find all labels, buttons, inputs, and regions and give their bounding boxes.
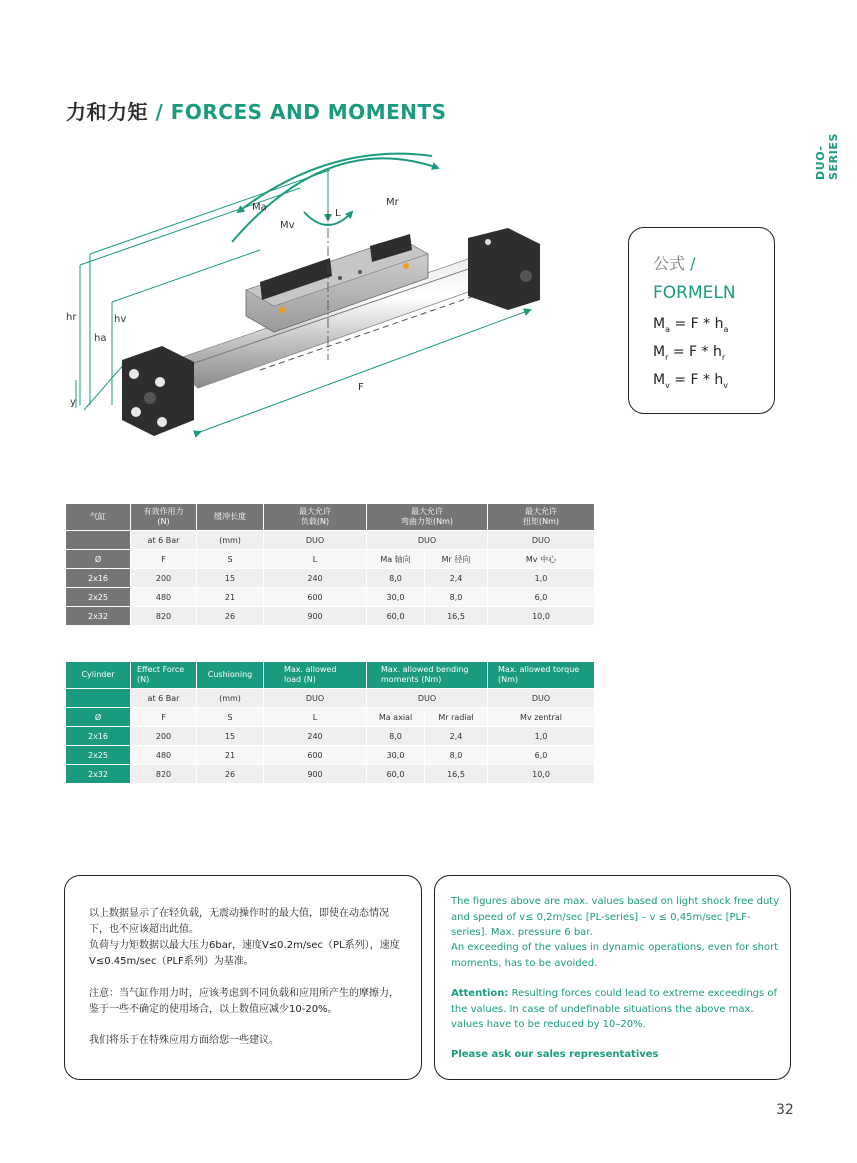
table-cell: 16,5 — [425, 765, 488, 784]
row-header-cell: Ø — [66, 550, 131, 569]
label-y: y — [70, 397, 76, 408]
table-cell: 10,0 — [488, 765, 595, 784]
note-box-en — [434, 875, 791, 1080]
header-cell: Cylinder — [66, 662, 131, 689]
spec-table-en — [66, 662, 595, 784]
table-cell: L — [264, 550, 367, 569]
note-zh-p4: 我们将乐于在特殊应用方面给您一些建议。 — [89, 1035, 279, 1046]
table-row — [66, 607, 595, 626]
row-header-cell — [66, 689, 131, 708]
formula-title-zh-line — [653, 251, 696, 274]
table-cell: 900 — [264, 765, 367, 784]
table-cell: 8,0 — [425, 746, 488, 765]
table-header-row — [66, 662, 595, 689]
table-cell: 600 — [264, 746, 367, 765]
table-cell: Mv 中心 — [488, 550, 595, 569]
table-cell: 21 — [197, 588, 264, 607]
table-cell: 820 — [131, 765, 197, 784]
table-cell: DUO — [264, 531, 367, 550]
duo-cylinder-diagram — [60, 150, 580, 450]
formula-rhs-sub: r — [721, 352, 726, 362]
note-en-p2: An exceeding of the values in dynamic operations, even for short moments, has to be avoided. — [451, 942, 779, 969]
formula-lhs-sub: a — [665, 324, 670, 334]
formula-lhs-sub: v — [665, 380, 670, 390]
page-title-en: / FORCES AND MOMENTS — [148, 100, 447, 124]
formula-title-zh: 公式 — [653, 254, 686, 273]
table-cell: 60,0 — [367, 765, 425, 784]
spec-table-zh — [66, 504, 595, 626]
page-title-zh: 力和力矩 — [66, 100, 148, 124]
header-cell: Cushioning — [197, 662, 264, 689]
row-header-cell: 2x16 — [66, 727, 131, 746]
table-cell: F — [131, 708, 197, 727]
note-en-p3 — [451, 986, 781, 1033]
table-cell: Mr 径向 — [425, 550, 488, 569]
table-cell: 30,0 — [367, 588, 425, 607]
formula-lhs-sub: r — [665, 352, 669, 362]
table-row — [66, 588, 595, 607]
table-cell: DUO — [367, 689, 488, 708]
table-cell: 8,0 — [425, 588, 488, 607]
table-cell: 6,0 — [488, 746, 595, 765]
table-cell: 480 — [131, 588, 197, 607]
units-row — [66, 689, 595, 708]
label-f: F — [358, 382, 364, 393]
table-cell: (mm) — [197, 531, 264, 550]
table-cell: 200 — [131, 727, 197, 746]
table-cell: 240 — [264, 569, 367, 588]
table-cell: 30,0 — [367, 746, 425, 765]
table-row — [66, 765, 595, 784]
table-cell: 1,0 — [488, 569, 595, 588]
label-hv: hv — [114, 314, 127, 325]
formula-line-mr — [653, 344, 725, 362]
table-cell: Ma axial — [367, 708, 425, 727]
note-en-p4 — [451, 1047, 781, 1063]
formula-title-en: FORMELN — [653, 283, 736, 303]
table-cell: 820 — [131, 607, 197, 626]
label-mv: Mv — [280, 220, 295, 231]
page-title — [66, 96, 447, 125]
label-ha: ha — [94, 333, 107, 344]
table-cell: at 6 Bar — [131, 531, 197, 550]
table-header-row — [66, 504, 595, 531]
table-cell: F — [131, 550, 197, 569]
units-row — [66, 531, 595, 550]
header-cell: Max. allowed load (N) — [264, 662, 367, 689]
row-header-cell: 2x16 — [66, 569, 131, 588]
page-number: 32 — [776, 1102, 794, 1118]
note-zh-p1: 以上数据显示了在轻负载，无震动操作时的最大值，即使在动态情况下，也不应该超出此值。 — [89, 908, 389, 935]
table-cell: Mv zentral — [488, 708, 595, 727]
table-cell: DUO — [488, 689, 595, 708]
table-cell: 600 — [264, 588, 367, 607]
table-cell: DUO — [488, 531, 595, 550]
label-ma: Ma — [252, 202, 267, 213]
table-cell: S — [197, 550, 264, 569]
note-en-p1: The figures above are max. values based on light shock free duty and speed of v≤ 0,2m/sec [PL-series] – v ≤ 0,45m/sec [PLF-series]. Max. pressure 6 bar. — [451, 896, 780, 938]
formula-mid: = F * h — [668, 344, 722, 360]
table-cell: 8,0 — [367, 569, 425, 588]
note-box-zh — [64, 875, 422, 1080]
formula-title-slash: / — [685, 254, 696, 273]
table-cell: 60,0 — [367, 607, 425, 626]
table-cell: L — [264, 708, 367, 727]
attention-text: Resulting forces could lead to extreme exceedings of the values. In case of undefinable situations the above max. values have to be reduced by 10–20%. — [451, 988, 778, 1030]
table-cell: Ma 轴向 — [367, 550, 425, 569]
row-header-cell: 2x25 — [66, 746, 131, 765]
formula-mid: = F * h — [669, 372, 724, 388]
table-cell: 2,4 — [425, 569, 488, 588]
header-cell: 气缸 — [66, 504, 131, 531]
table-cell: 1,0 — [488, 727, 595, 746]
formula-box — [628, 227, 775, 414]
label-mr: Mr — [386, 197, 399, 208]
row-header-cell: 2x32 — [66, 607, 131, 626]
attention-label: Attention: — [451, 988, 509, 999]
note-zh-p3: 注意：当气缸作用力时，应该考虑到不同负载和应用所产生的摩擦力，鉴于一些不确定的使用场合，以上数值应减少10-20%。 — [89, 988, 399, 1015]
table-cell: 6,0 — [488, 588, 595, 607]
table-row — [66, 727, 595, 746]
table-cell: 200 — [131, 569, 197, 588]
header-cell: Effect Force (N) — [131, 662, 197, 689]
formula-line-ma — [653, 316, 728, 334]
header-cell: 最大允许 扭矩(Nm) — [488, 504, 595, 531]
table-cell: 26 — [197, 765, 264, 784]
table-row — [66, 569, 595, 588]
header-cell: Max. allowed bending moments (Nm) — [367, 662, 488, 689]
formula-lhs: M — [653, 372, 666, 388]
table-cell: 15 — [197, 727, 264, 746]
table-cell: 26 — [197, 607, 264, 626]
header-cell: Max. allowed torque (Nm) — [488, 662, 595, 689]
table-cell: 240 — [264, 727, 367, 746]
header-cell: 最大允许 弯曲力矩(Nm) — [367, 504, 488, 531]
row-header-cell: 2x32 — [66, 765, 131, 784]
table-cell: 10,0 — [488, 607, 595, 626]
table-cell: 16,5 — [425, 607, 488, 626]
formula-lhs: M — [653, 316, 666, 332]
row-header-cell: 2x25 — [66, 588, 131, 607]
sales-contact-text: Please ask our sales representatives — [451, 1049, 659, 1060]
row-header-cell: Ø — [66, 708, 131, 727]
header-cell: 缓冲长度 — [197, 504, 264, 531]
symbol-row — [66, 708, 595, 727]
label-l: L — [335, 208, 341, 219]
table-row — [66, 746, 595, 765]
formula-line-mv — [653, 372, 728, 390]
table-cell: DUO — [367, 531, 488, 550]
formula-lhs: M — [653, 344, 666, 360]
table-cell: 2,4 — [425, 727, 488, 746]
formula-rhs-sub: a — [723, 324, 729, 334]
table-cell: 21 — [197, 746, 264, 765]
header-cell: 有效作用力 (N) — [131, 504, 197, 531]
table-cell: S — [197, 708, 264, 727]
table-cell: 480 — [131, 746, 197, 765]
moment-arrows — [232, 154, 438, 242]
table-cell: 15 — [197, 569, 264, 588]
end-cap-right — [468, 228, 540, 310]
table-cell: at 6 Bar — [131, 689, 197, 708]
table-cell: 900 — [264, 607, 367, 626]
table-cell: 8,0 — [367, 727, 425, 746]
note-zh-p2: 负荷与力矩数据以最大压力6bar，速度V≤0.2m/sec（PL系列），速度V≤0.45m/sec（PLF系列）为基准。 — [89, 940, 400, 967]
formula-mid: = F * h — [670, 316, 724, 332]
table-cell: (mm) — [197, 689, 264, 708]
table-cell: Mr radial — [425, 708, 488, 727]
symbol-row — [66, 550, 595, 569]
table-cell: DUO — [264, 689, 367, 708]
label-hr: hr — [66, 312, 77, 323]
row-header-cell — [66, 531, 131, 550]
formula-rhs-sub: v — [723, 380, 729, 390]
end-cap-left — [122, 346, 194, 436]
header-cell: 最大允许 负载(N) — [264, 504, 367, 531]
series-side-label: DUO-SERIES — [814, 132, 840, 180]
